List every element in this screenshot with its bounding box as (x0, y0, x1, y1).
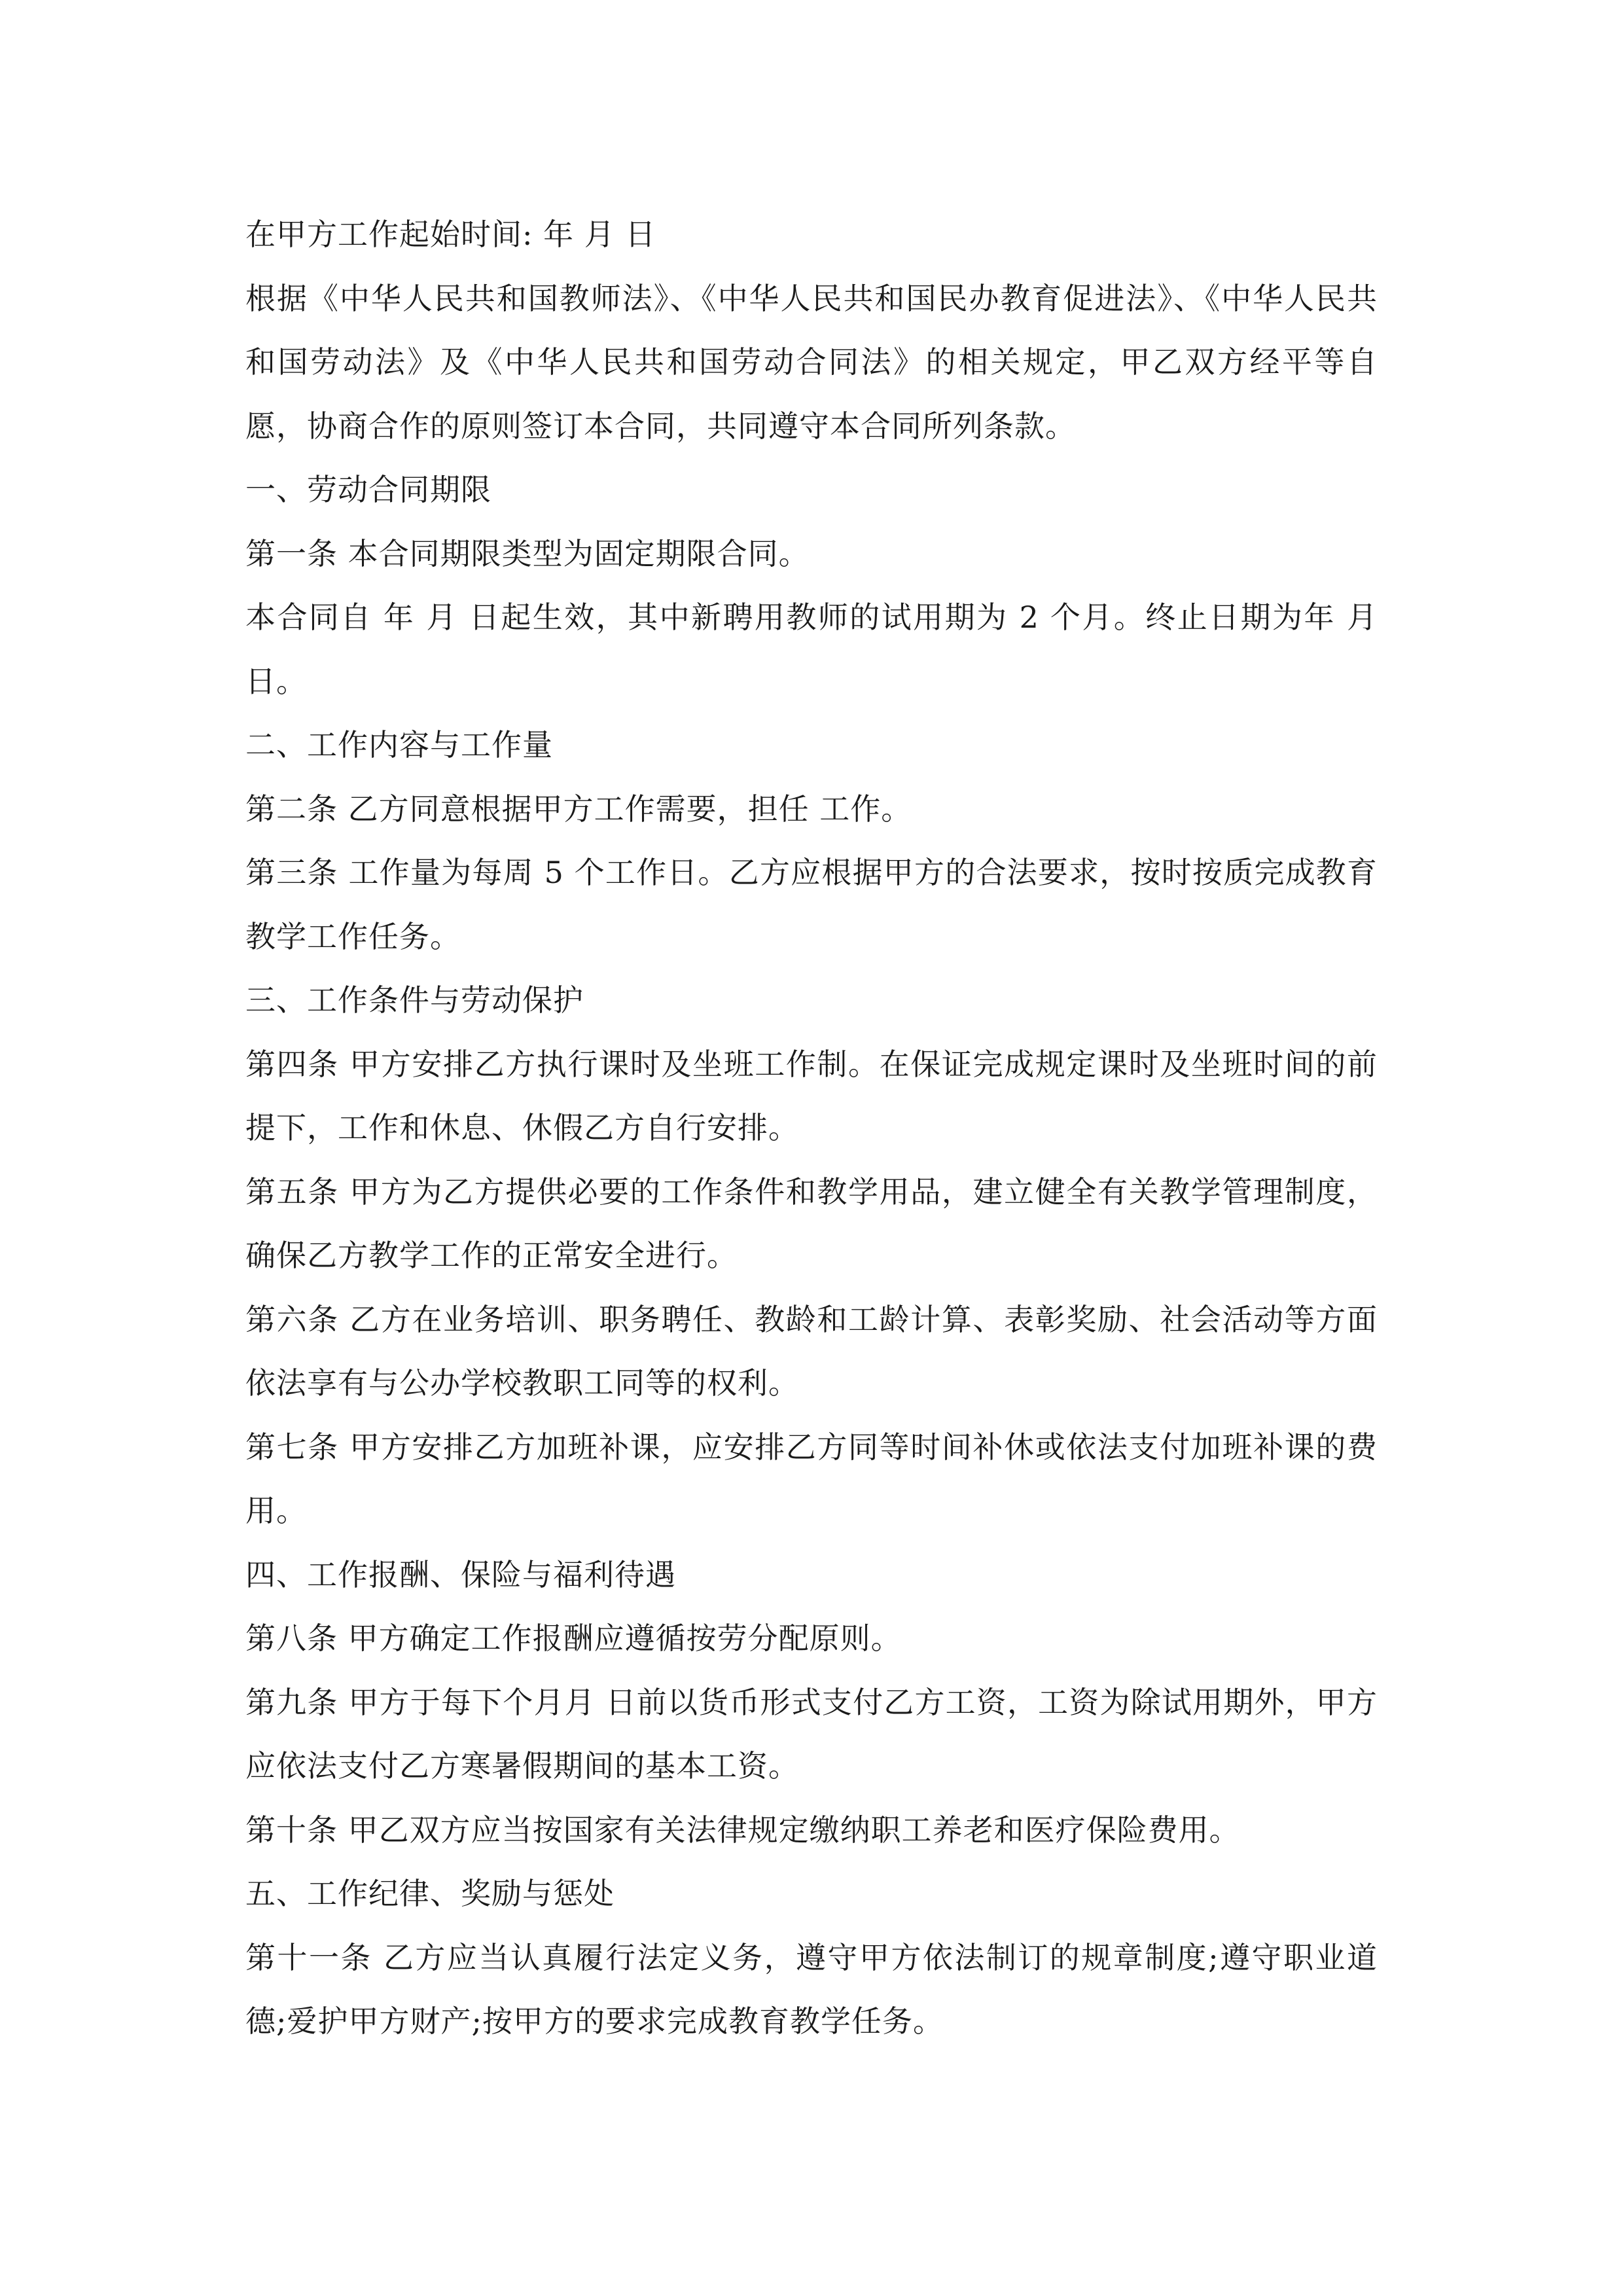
article-8: 第八条 甲方确定工作报酬应遵循按劳分配原则。 (245, 1621, 902, 1656)
preamble-paragraph: 根据《中华人民共和国教师法》、《中华人民共和国民办教育促进法》、《中华人民共和国劳动法》及《中华人民共和国劳动合同法》的相关规定，甲乙双方经平等自愿，协商合作的原则签订本合同，共同遵守本合同所列条款。 (245, 280, 1378, 444)
article-4: 第四条 甲方安排乙方执行课时及坐班工作制。在保证完成规定课时及坐班时间的前提下，工作和休息、休假乙方自行安排。 (245, 1046, 1378, 1145)
article-5: 第五条 甲方为乙方提供必要的工作条件和教学用品，建立健全有关教学管理制度，确保乙方教学工作的正常安全进行。 (245, 1174, 1378, 1273)
article-11: 第十一条 乙方应当认真履行法定义务，遵守甲方依法制订的规章制度;遵守职业道德;爱护甲方财产;按甲方的要求完成教育教学任务。 (245, 1939, 1378, 2039)
section-heading-4: 四、工作报酬、保险与福利待遇 (245, 1556, 676, 1592)
article-2: 第二条 乙方同意根据甲方工作需要，担任 工作。 (245, 791, 912, 827)
article-6: 第六条 乙方在业务培训、职务聘任、教龄和工龄计算、表彰奖励、社会活动等方面依法享有与公办学校教职工同等的权利。 (245, 1301, 1378, 1401)
document-body (245, 203, 1378, 2054)
section-heading-2: 二、工作内容与工作量 (245, 727, 553, 762)
article-3: 第三条 工作量为每周 5 个工作日。乙方应根据甲方的合法要求，按时按质完成教育教学工作任务。 (245, 855, 1378, 954)
section-heading-1: 一、劳动合同期限 (245, 472, 491, 507)
start-date-line: 在甲方工作起始时间: 年 月 日 (245, 217, 656, 252)
section-heading-3: 三、工作条件与劳动保护 (245, 982, 584, 1018)
article-1: 第一条 本合同期限类型为固定期限合同。 (245, 535, 810, 571)
article-10: 第十条 甲乙双方应当按国家有关法律规定缴纳职工养老和医疗保险费用。 (245, 1812, 1240, 1848)
section-heading-5: 五、工作纪律、奖励与惩处 (245, 1876, 615, 1911)
article-7: 第七条 甲方安排乙方加班补课，应安排乙方同等时间补休或依法支付加班补课的费用。 (245, 1429, 1378, 1528)
article-1-term: 本合同自 年 月 日起生效，其中新聘用教师的试用期为 2 个月。终止日期为年 月 日。 (245, 600, 1378, 699)
article-9: 第九条 甲方于每下个月月 日前以货币形式支付乙方工资，工资为除试用期外，甲方应依法支付乙方寒暑假期间的基本工资。 (245, 1684, 1378, 1784)
